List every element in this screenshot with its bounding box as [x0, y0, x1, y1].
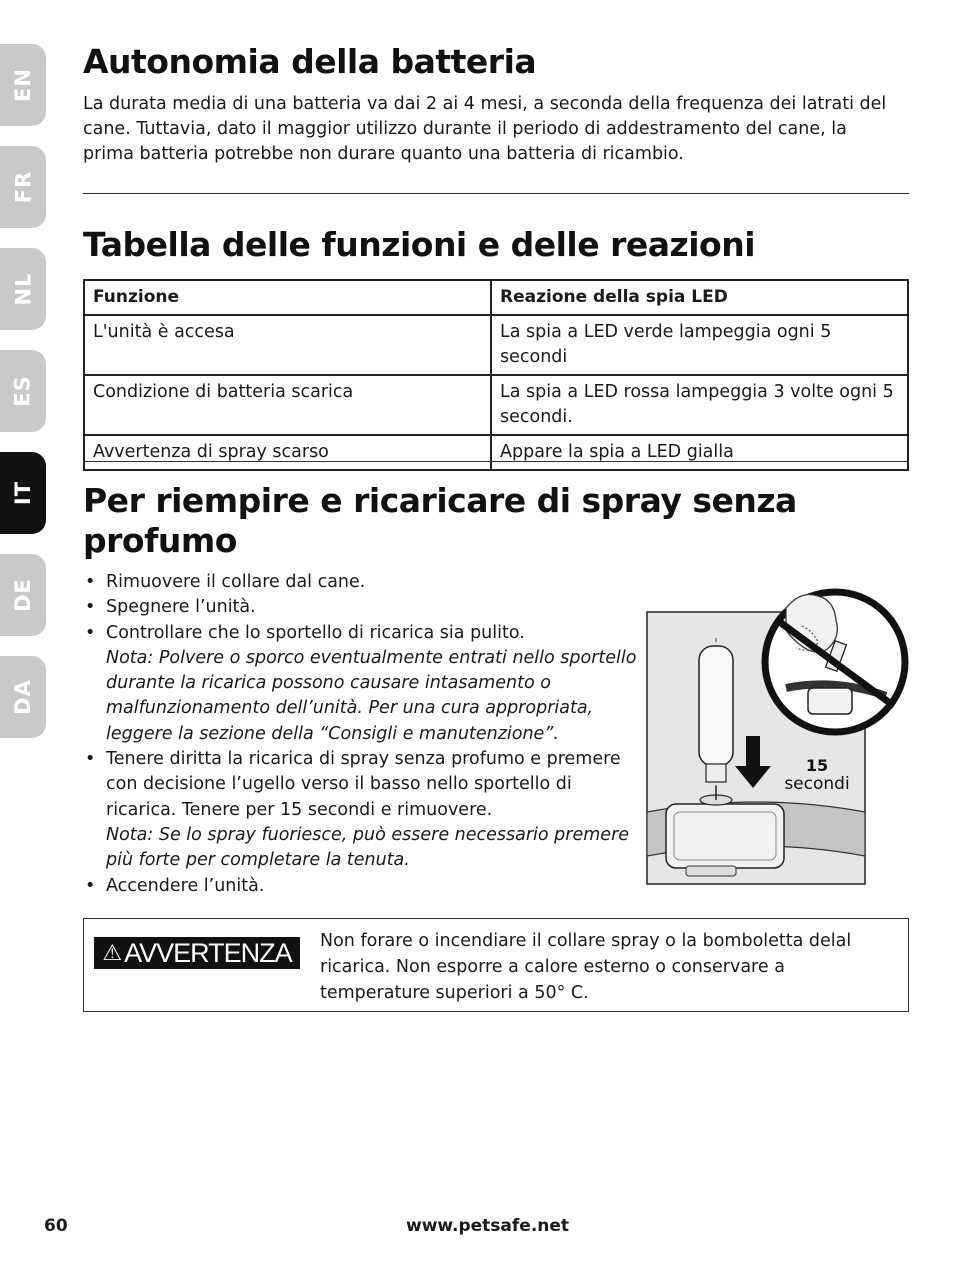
list-item [83, 595, 643, 620]
tab-nl-label: NL [11, 272, 35, 306]
tab-en[interactable] [0, 44, 46, 126]
battery-title: Autonomia della batteria [83, 42, 537, 81]
footer-url[interactable]: www.petsafe.net [406, 1216, 570, 1236]
warning-triangle-icon: ⚠ [102, 940, 122, 965]
seconds-number: 15 [805, 756, 829, 775]
list-item [83, 570, 643, 595]
tab-fr[interactable] [0, 146, 46, 228]
header-function: Funzione [84, 280, 491, 315]
bullet: • [85, 622, 96, 643]
divider [83, 461, 909, 462]
table-row [84, 315, 908, 375]
tab-fr-label: FR [10, 170, 35, 204]
functions-table [83, 279, 909, 471]
refill-illustration [636, 560, 916, 890]
table-row [84, 435, 908, 470]
battery-text: La durata media di una batteria va dai 2 ai 4 mesi, a seconda della frequenza dei latrati del cane. Tuttavia, dato il maggior utilizzo durante il periodo di addestramento del cane, la prima batteria potrebbe non durare quanto una batteria di ricambio. [83, 94, 887, 164]
refill-illustration-svg [636, 560, 916, 890]
step-note: Nota: Se lo spray fuoriesce, può essere necessario premere più forte per completare la tenuta. [106, 824, 630, 871]
table-header-row [84, 280, 908, 315]
bullet: • [85, 597, 96, 618]
bullet: • [85, 875, 96, 896]
refill-title: Per riempire e ricaricare di spray senza profumo [83, 481, 797, 560]
cell-function: L'unità è accesa [84, 315, 491, 375]
tab-de[interactable] [0, 554, 46, 636]
tab-it-label: IT [10, 480, 35, 506]
step-note: Nota: Polvere o sporco eventualmente entrati nello sportello durante la ricarica possono causare intasamento o malfunzionamento dell’unità. Per una cura appropriata, leggere la sezione della “Consigli e manutenzione”. [106, 647, 637, 744]
tab-it[interactable] [0, 452, 46, 534]
list-item [83, 874, 643, 899]
step-text: Rimuovere il collare dal cane. [106, 572, 366, 592]
tab-nl[interactable] [0, 248, 46, 330]
bullet: • [85, 572, 96, 592]
table-row [84, 375, 908, 435]
tab-da-label: DA [11, 679, 35, 715]
divider [83, 193, 909, 194]
warning-badge-label: AVVERTENZA [124, 937, 292, 968]
tab-es[interactable] [0, 350, 46, 432]
cell-reaction: La spia a LED rossa lampeggia 3 volte ogni 5 secondi. [491, 375, 908, 435]
bullet: • [85, 749, 96, 770]
step-text: Accendere l’unità. [106, 875, 265, 896]
seconds-label: secondi [784, 774, 850, 794]
cell-reaction: Appare la spia a LED gialla [491, 435, 908, 470]
tab-da[interactable] [0, 656, 46, 738]
tab-de-label: DE [11, 578, 35, 612]
page-number: 60 [44, 1216, 68, 1236]
tab-en-label: EN [10, 68, 35, 102]
step-text: Tenere diritta la ricarica di spray senza profumo e premere con decisione l’ugello verso il basso nello sportello di ricarica. Tenere per 15 secondi e rimuovere. [106, 749, 621, 820]
cell-reaction: La spia a LED verde lampeggia ogni 5 secondi [491, 315, 908, 375]
list-item [83, 747, 643, 873]
warning-text: Non forare o incendiare il collare spray o la bomboletta delal ricarica. Non esporre a calore esterno o conservare a temperature superiori a 50° C. [320, 931, 852, 1003]
list-item [83, 621, 643, 747]
refill-steps [83, 570, 643, 899]
cell-function: Condizione di batteria scarica [84, 375, 491, 435]
functions-title: Tabella delle funzioni e delle reazioni [83, 225, 756, 264]
cell-function: Avvertenza di spray scarso [84, 435, 491, 470]
step-text: Spegnere l’unità. [106, 597, 256, 618]
warning-box [83, 918, 909, 1012]
tab-es-label: ES [10, 375, 35, 407]
step-text: Controllare che lo sportello di ricarica sia pulito. [106, 622, 525, 643]
warning-badge [94, 937, 300, 969]
header-led-reaction: Reazione della spia LED [491, 280, 908, 315]
